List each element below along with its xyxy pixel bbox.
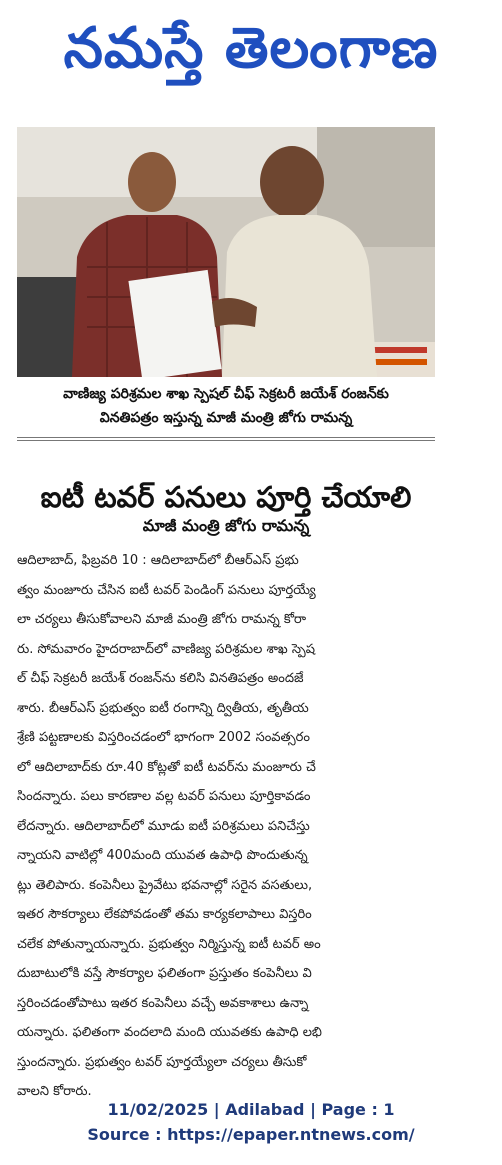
article-line: ట్లు తెలిపారు. కంపెనీలు ప్రైవేటు భవనాల్లో సరైన వసతులు,	[17, 877, 313, 893]
article-line: శ్రేణి పట్టణాలకు విస్తరించడంలో భాగంగా 2002 సంవత్సరం	[17, 730, 310, 745]
caption-line-2: వినతిపత్రం ఇస్తున్న మాజీ మంత్రి జోగు రామన్న	[99, 410, 353, 426]
caption-line-1: వాణిజ్య పరిశ్రమల శాఖ స్పెషల్ చీఫ్ సెక్రటరీ జయేశ్ రంజన్‌కు	[63, 386, 389, 402]
article-line: లేదన్నారు. ఆదిలాబాద్‌లో మూడు ఐటీ పరిశ్రమలు పనిచేస్తు	[17, 818, 310, 834]
article-line: స్తరించడంతోపాటు ఇతర కంపెనీలు వచ్చే అవకాశాలు ఉన్నా	[17, 995, 309, 1011]
photo-caption	[17, 382, 435, 430]
footer-source-line: Source : https://epaper.ntnews.com/	[87, 1125, 415, 1144]
masthead-title: నమస్తే తెలంగాణ	[63, 15, 439, 81]
article-line: ఇతర సౌకర్యాలు లేకపోవడంతో తమ కార్యకలాపాలు విస్తరిం	[17, 907, 312, 922]
article-line: దుబాటులోకి వస్తే సౌకర్యాల ఫలితంగా ప్రస్తుతం కంపెనీలు వి	[17, 966, 312, 981]
article-line: న్నాయని వాటిల్లో 400మంది యువత ఉపాధి పొందుతున్న	[17, 848, 308, 863]
article-body	[17, 546, 435, 1107]
article-line: త్వం మంజూరు చేసిన ఐటీ టవర్ పెండింగ్ పనులు పూర్తయ్యే	[17, 582, 316, 598]
article-line: ల్ చీఫ్ సెక్రటరీ జయేశ్ రంజన్‌ను కలిసి వినతిపత్రం అందజే	[17, 671, 304, 686]
article-line: వాలని కోరారు.	[17, 1084, 92, 1099]
headline: ఐటీ టవర్ పనులు పూర్తి చేయాలి	[40, 480, 412, 514]
article-line: ఆదిలాబాద్, ఫిబ్రవరి 10 : ఆదిలాబాద్‌లో బీఆర్‌ఎస్ ప్రభు	[17, 553, 299, 568]
article-line: స్తుందన్నారు. ప్రభుత్వం టవర్ పూర్తయ్యేలా చర్యలు తీసుకో	[17, 1054, 307, 1070]
divider	[17, 440, 435, 441]
footer-date-line: 11/02/2025 | Adilabad | Page : 1	[107, 1100, 395, 1119]
article-line: రు. సోమవారం హైదరాబాద్‌లో వాణిజ్య పరిశ్రమల శాఖ స్పెష	[17, 641, 315, 657]
article-line: చలేక పోతున్నాయన్నారు. ప్రభుత్వం నిర్మిస్తున్న ఐటీ టవర్ అం	[17, 936, 321, 952]
news-photo-illustration	[17, 127, 435, 377]
article-line: లో ఆదిలాబాద్‌కు రూ.40 కోట్లతో ఐటీ టవర్‌ను మంజూరు చే	[17, 759, 316, 775]
divider	[17, 437, 435, 438]
masthead	[0, 0, 502, 110]
news-photo	[17, 127, 435, 377]
article-line: యన్నారు. ఫలితంగా వందలాది మంది యువతకు ఉపాధి లభి	[17, 1025, 322, 1040]
article-line: శారు. బీఆర్‌ఎస్ ప్రభుత్వం ఐటీ రంగాన్ని ద్వితీయ, తృతీయ	[17, 700, 309, 716]
article-line: లా చర్యలు తీసుకోవాలని మాజీ మంత్రి జోగు రామన్న కోరా	[17, 612, 307, 627]
article-line: సిందన్నారు. పలు కారణాల వల్ల టవర్ పనులు పూర్తికావడం	[17, 789, 311, 804]
subheadline: మాజీ మంత్రి జోగు రామన్న	[142, 516, 310, 535]
